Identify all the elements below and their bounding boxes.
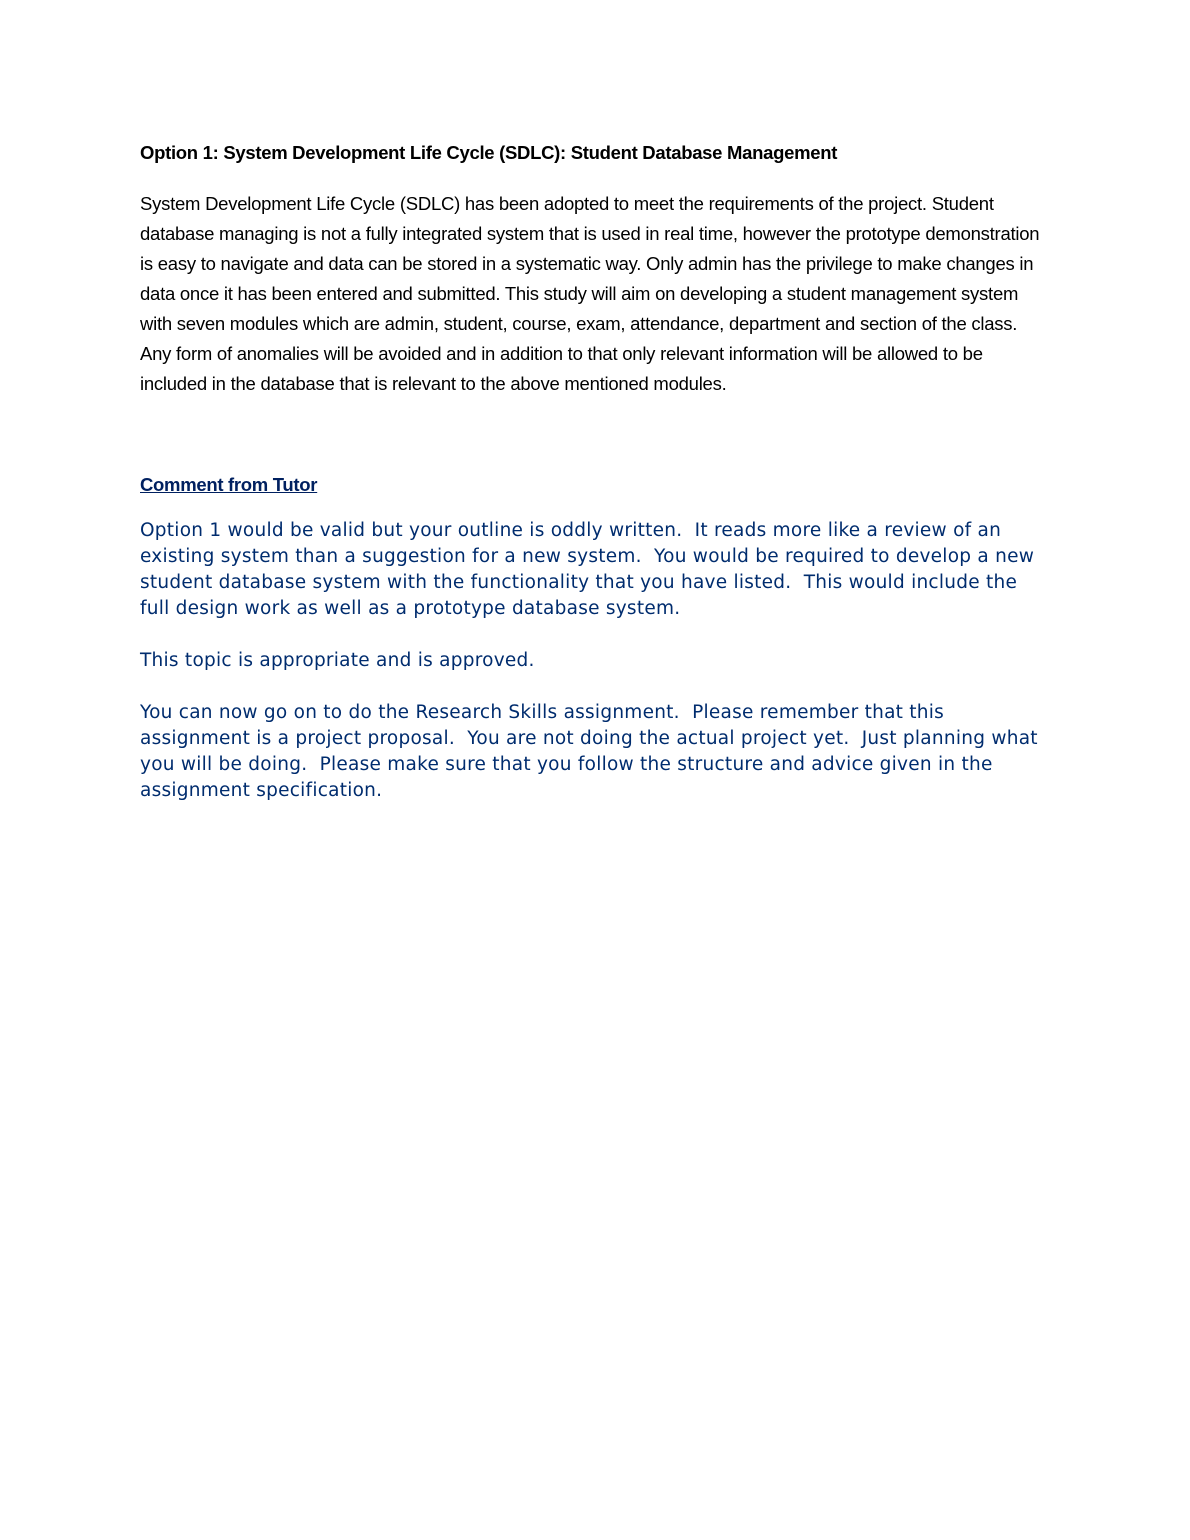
- document-page: [140, 140, 1050, 804]
- document-title: Option 1: System Development Life Cycle (SDLC): Student Database Management: [140, 142, 838, 163]
- tutor-comment-paragraph-3: You can now go on to do the Research Skills assignment. Please remember that this assignment is a project proposal. You are not doing the actual project yet. Just planning what you will be doing. Please make sure that you follow the structure and advice given in the assignment specification.: [140, 702, 1044, 801]
- tutor-comment-heading: Comment from Tutor: [140, 474, 318, 495]
- document-body-paragraph: System Development Life Cycle (SDLC) has been adopted to meet the requirements of the project. Student database managing is not a fully integrated system that is used in real time, however the prototype demonstration is easy to navigate and data can be stored in a systematic way. Only admin has the privilege to make changes in data once it has been entered and submitted. This study will aim on developing a student management system with seven modules which are admin, student, course, exam, attendance, department and section of the class. Any form of anomalies will be avoided and in addition to that only relevant information will be allowed to be included in the database that is relevant to the above mentioned modules.: [140, 193, 1040, 394]
- tutor-comment-paragraph-2: This topic is appropriate and is approved.: [140, 650, 535, 671]
- tutor-comment-paragraph-1: Option 1 would be valid but your outline is oddly written. It reads more like a review of an existing system than a suggestion for a new system. You would be required to develop a new student database system with the functionality that you have listed. This would include the full design work as well as a prototype database system.: [140, 520, 1041, 619]
